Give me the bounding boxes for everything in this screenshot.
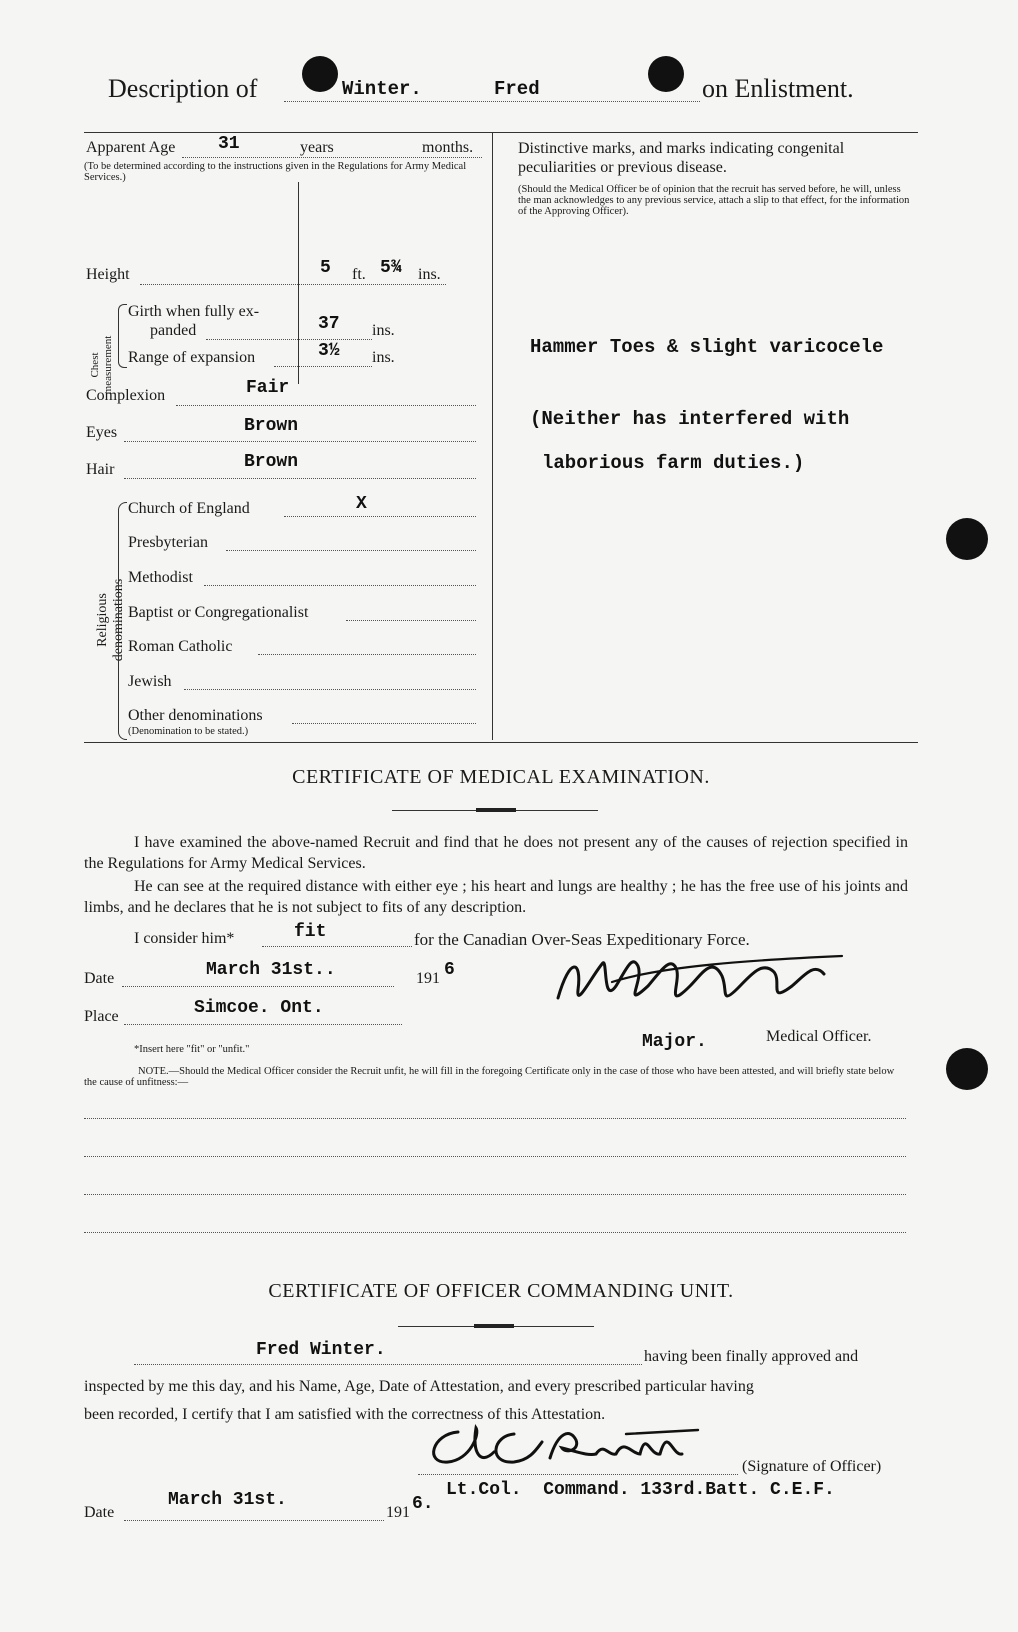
binder-hole (648, 56, 684, 92)
church-of-england-label: Church of England (128, 500, 250, 517)
medical-year-prefix: 191 (416, 970, 440, 987)
for-force-label: for the Canadian Over-Seas Expeditionary Force. (414, 930, 750, 949)
ft-label: ft. (352, 266, 366, 283)
age-note: (To be determined according to the instructions given in the Regulations for Army Medical Services.) (84, 161, 467, 183)
approved-label: having been finally approved and (644, 1348, 859, 1365)
hair-value: Brown (244, 452, 299, 472)
top-rule (84, 132, 918, 133)
header-given-name: Fred (494, 78, 540, 100)
girth-label-2: panded (150, 322, 197, 339)
unfit-cause-line (84, 1156, 906, 1157)
distinctive-marks-line-3: laborious farm duties.) (542, 452, 805, 474)
column-divider (492, 132, 493, 740)
commanding-date-line (124, 1520, 384, 1521)
commanding-heading-rule-mark (474, 1324, 514, 1328)
place-line (124, 1024, 402, 1025)
height-label: Height (86, 266, 130, 283)
chest-bracket (118, 304, 127, 368)
medical-officer-rank: Major. (642, 1032, 707, 1052)
roman-catholic-label: Roman Catholic (128, 638, 233, 655)
signature-line (418, 1474, 738, 1475)
header-name-line (284, 101, 700, 102)
height-line (140, 284, 446, 285)
religion-bracket (118, 502, 127, 740)
jewish-line (184, 689, 476, 690)
recruit-name-value: Fred Winter. (256, 1340, 386, 1360)
eyes-line (124, 441, 476, 442)
church-mark: X (356, 494, 367, 514)
range-label: Range of expansion (128, 349, 256, 366)
height-ins-label: ins. (418, 266, 441, 283)
months-label: months. (422, 139, 474, 156)
other-line (292, 723, 476, 724)
medical-date-label: Date (84, 970, 115, 987)
medical-officer-signature (552, 946, 852, 1022)
commanding-paragraph-line-2: inspected by me this day, and his Name, Age, Date of Attestation, and every prescribed particular having (84, 1378, 754, 1395)
baptist-line (346, 620, 476, 621)
chest-measurement-label: Chest measurement (89, 335, 114, 395)
complexion-value: Fair (246, 378, 290, 398)
years-label: years (300, 139, 334, 156)
commanding-year-suffix: 6. (412, 1494, 434, 1514)
medical-certificate-heading: CERTIFICATE OF MEDICAL EXAMINATION. (292, 766, 710, 788)
place-value: Simcoe. Ont. (194, 998, 324, 1018)
height-ft-value: 5 (320, 258, 331, 278)
signature-of-officer-label: (Signature of Officer) (742, 1458, 882, 1475)
bottom-rule (84, 742, 918, 743)
girth-label-1: Girth when fully ex- (128, 303, 260, 320)
fit-value: fit (294, 922, 327, 942)
distinctive-marks-line-1: Hammer Toes & slight varicocele (530, 336, 884, 358)
binder-hole (946, 518, 988, 560)
baptist-label: Baptist or Congregationalist (128, 604, 309, 621)
value-column-line (298, 182, 299, 384)
complexion-label: Complexion (86, 387, 166, 404)
complexion-line (176, 405, 476, 406)
denomination-note: (Denomination to be stated.) (128, 726, 249, 737)
unfit-cause-line (84, 1194, 906, 1195)
fit-line (262, 946, 412, 947)
hair-label: Hair (86, 461, 115, 478)
jewish-label: Jewish (128, 673, 172, 690)
church-line (284, 516, 476, 517)
height-in-value: 5¾ (380, 258, 402, 278)
commanding-certificate-heading: CERTIFICATE OF OFFICER COMMANDING UNIT. (268, 1280, 734, 1302)
commanding-paragraph-line-3: been recorded, I certify that I am satisfied with the correctness of this Attestation. (84, 1406, 606, 1423)
presbyterian-line (226, 550, 476, 551)
apparent-age-label: Apparent Age (86, 139, 176, 156)
insert-note: *Insert here "fit" or "unfit." (134, 1044, 250, 1055)
medical-paragraph-2: He can see at the required distance with either eye ; his heart and lungs are healthy ; he has the free use of his joints and limbs, and he declares that he is not subject to fits of any description. (84, 878, 908, 916)
girth-ins-label: ins. (372, 322, 395, 339)
roman-catholic-line (258, 654, 476, 655)
eyes-label: Eyes (86, 424, 118, 441)
unfit-cause-line (84, 1118, 906, 1119)
commanding-date-label: Date (84, 1504, 115, 1521)
medical-heading-rule-mark (476, 808, 516, 812)
binder-hole (946, 1048, 988, 1090)
header-description-of: Description of (108, 74, 258, 103)
other-denominations-label: Other denominations (128, 707, 263, 724)
consider-label: I consider him* (134, 930, 235, 947)
medical-paragraph-1: I have examined the above-named Recruit and find that he does not present any of the causes of rejection specified in the Regulations for Army Medical Services. (84, 834, 908, 872)
distinctive-marks-label: Distinctive marks, and marks indicating congenital peculiarities or previous disease. (518, 140, 845, 176)
age-value: 31 (218, 134, 240, 154)
distinctive-marks-note: (Should the Medical Officer be of opinion that the recruit has served before, he will, unless the man acknowledges to any previous service, attach a slip to that effect, for the information of the Approving Officer). (518, 184, 910, 217)
place-label: Place (84, 1008, 119, 1025)
header-surname: Winter. (342, 78, 422, 100)
distinctive-marks-line-2: (Neither has interfered with (530, 408, 850, 430)
presbyterian-label: Presbyterian (128, 534, 208, 551)
methodist-line (204, 585, 476, 586)
girth-line (206, 339, 372, 340)
medical-date-line (122, 986, 394, 987)
commanding-date-value: March 31st. (168, 1490, 287, 1510)
religious-denominations-label: Religious denominations (95, 578, 126, 662)
methodist-label: Methodist (128, 569, 193, 586)
commanding-officer-rank: Lt.Col. Command. 133rd.Batt. C.E.F. (446, 1480, 835, 1500)
eyes-value: Brown (244, 416, 299, 436)
commanding-year-prefix: 191 (386, 1504, 410, 1521)
header-on-enlistment: on Enlistment. (702, 74, 854, 103)
unfit-cause-line (84, 1232, 906, 1233)
range-line (274, 366, 372, 367)
age-line (182, 157, 482, 158)
range-value: 3½ (318, 341, 340, 361)
medical-year-suffix: 6 (444, 960, 455, 980)
commanding-officer-signature (418, 1412, 738, 1474)
medical-date-value: March 31st.. (206, 960, 336, 980)
unfit-note: NOTE.—Should the Medical Officer consider the Recruit unfit, he will fill in the foregoing Certificate only in the case of those who have been attested, and will briefly state below the cause of unfitness:— (84, 1066, 895, 1088)
binder-hole (302, 56, 338, 92)
medical-officer-label: Medical Officer. (766, 1028, 872, 1045)
recruit-name-line (134, 1364, 642, 1365)
hair-line (124, 478, 476, 479)
range-ins-label: ins. (372, 349, 395, 366)
girth-value: 37 (318, 314, 340, 334)
